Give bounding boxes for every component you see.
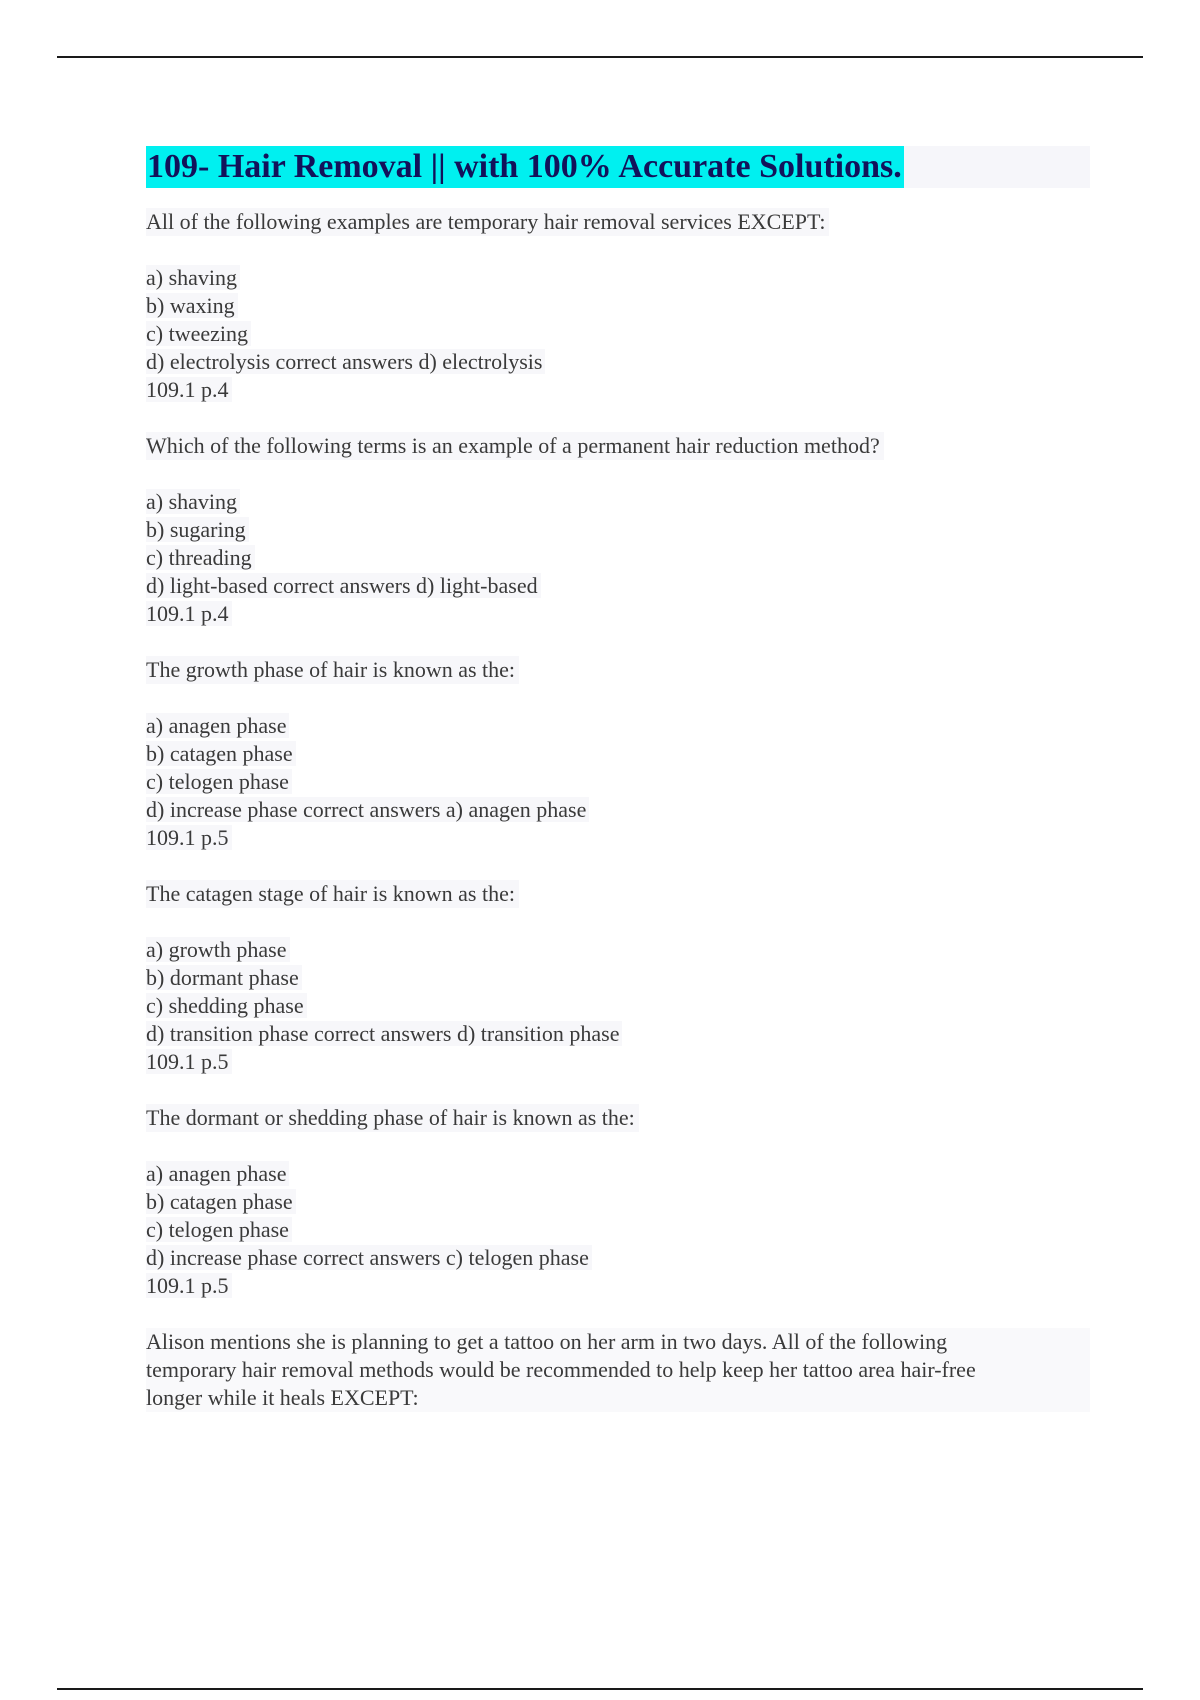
document-body (146, 146, 1090, 1412)
option-list (146, 264, 1090, 404)
question-block (146, 1104, 1090, 1300)
option-d-with-answer: d) transition phase correct answers d) transition phase (146, 1021, 622, 1046)
question-block (146, 880, 1090, 1076)
question-block (146, 432, 1090, 628)
reference: 109.1 p.4 (146, 377, 232, 402)
option-list (146, 712, 1090, 852)
reference: 109.1 p.5 (146, 1273, 232, 1298)
option-c: c) telogen phase (146, 1217, 292, 1242)
option-a: a) anagen phase (146, 1161, 289, 1186)
question-line: temporary hair removal methods would be recommended to help keep her tattoo area hair-free (146, 1357, 976, 1382)
question-line: longer while it heals EXCEPT: (146, 1385, 419, 1410)
option-d-with-answer: d) electrolysis correct answers d) electrolysis (146, 349, 545, 374)
option-a: a) growth phase (146, 937, 290, 962)
question-block (146, 656, 1090, 852)
question-line: Alison mentions she is planning to get a tattoo on her arm in two days. All of the following (146, 1329, 948, 1354)
option-d-with-answer: d) increase phase correct answers a) anagen phase (146, 797, 589, 822)
question-text: The growth phase of hair is known as the: (146, 656, 519, 684)
option-b: b) sugaring (146, 517, 249, 542)
bottom-rule (57, 1688, 1143, 1690)
option-a: a) shaving (146, 265, 240, 290)
option-a: a) shaving (146, 489, 240, 514)
option-b: b) catagen phase (146, 741, 296, 766)
question-text: The catagen stage of hair is known as the: (146, 880, 519, 908)
option-a: a) anagen phase (146, 713, 289, 738)
option-d-with-answer: d) increase phase correct answers c) telogen phase (146, 1245, 592, 1270)
title-bar (146, 146, 1090, 188)
question-text: The dormant or shedding phase of hair is known as the: (146, 1104, 639, 1132)
option-c: c) shedding phase (146, 993, 307, 1018)
option-c: c) telogen phase (146, 769, 292, 794)
question-text: Which of the following terms is an example of a permanent hair reduction method? (146, 432, 884, 460)
option-list (146, 488, 1090, 628)
question-block (146, 1328, 1090, 1412)
option-c: c) tweezing (146, 321, 251, 346)
option-c: c) threading (146, 545, 255, 570)
option-d-with-answer: d) light-based correct answers d) light-based (146, 573, 541, 598)
reference: 109.1 p.5 (146, 1049, 232, 1074)
option-b: b) waxing (146, 293, 238, 318)
question-block (146, 208, 1090, 404)
reference: 109.1 p.5 (146, 825, 232, 850)
document-title: 109- Hair Removal || with 100% Accurate Solutions. (146, 146, 904, 188)
reference: 109.1 p.4 (146, 601, 232, 626)
option-list (146, 936, 1090, 1076)
option-b: b) catagen phase (146, 1189, 296, 1214)
question-text: All of the following examples are temporary hair removal services EXCEPT: (146, 208, 829, 236)
top-rule (57, 56, 1143, 58)
option-b: b) dormant phase (146, 965, 302, 990)
option-list (146, 1160, 1090, 1300)
question-text-multiline (146, 1328, 1090, 1412)
